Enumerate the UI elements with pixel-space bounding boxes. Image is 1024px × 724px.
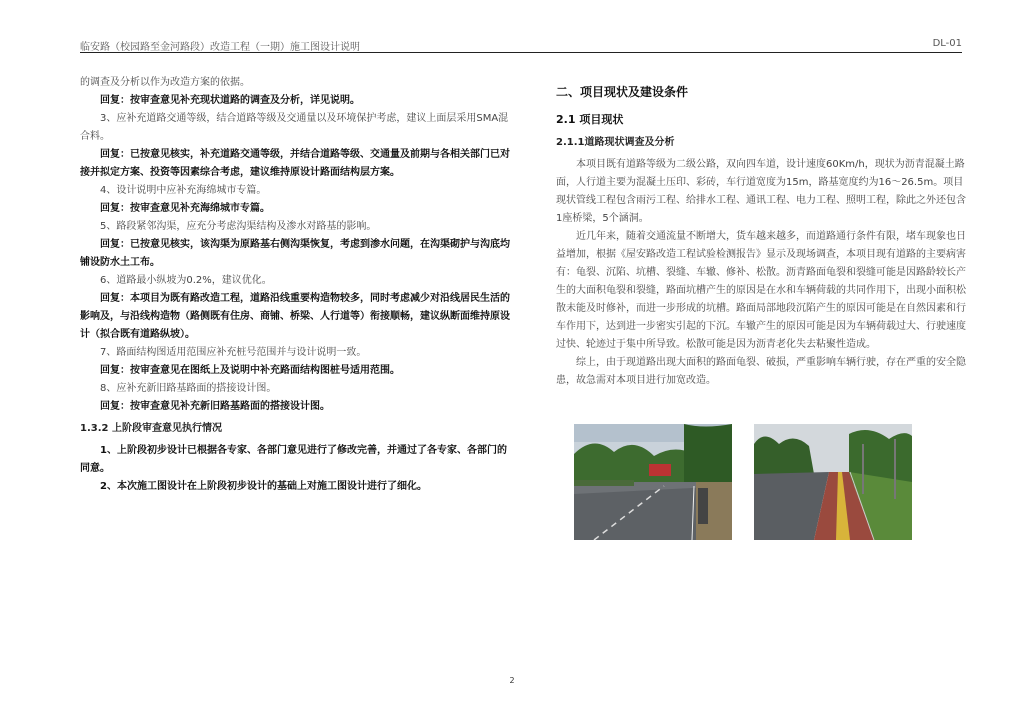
road-photo-1 bbox=[574, 424, 732, 540]
paragraph: 本项目既有道路等级为二级公路，双向四车道，设计速度60Km/h，现状为沥青混凝土路面，人行道主要为混凝土压印、彩砖，车行道宽度为15m，路基宽度约为16～26.5m。项目现状管线工程包含雨污工程、给排水工程、通讯工程、电力工程、照明工程，除此之外还包含1座桥梁，5个涵洞。 bbox=[556, 159, 966, 224]
left-column bbox=[80, 74, 510, 496]
subsection-heading: 2.1.1道路现状调查及分析 bbox=[556, 137, 675, 148]
text-line: 7、路面结构图适用范围应补充桩号范围并与设计说明一致。 bbox=[100, 347, 367, 358]
paragraph: 综上，由于现道路出现大面积的路面龟裂、破损，严重影响车辆行驶，存在严重的安全隐患，故急需对本项目进行加宽改造。 bbox=[556, 357, 966, 386]
header-code: DL-01 bbox=[932, 38, 962, 49]
header-title: 临安路（校园路至金河路段）改造工程（一期）施工图设计说明 bbox=[80, 42, 360, 53]
text-line: 4、设计说明中应补充海绵城市专篇。 bbox=[100, 185, 267, 196]
reply-line: 回复：按审查意见补充现状道路的调查及分析，详见说明。 bbox=[100, 95, 360, 106]
text-line: 3、应补充道路交通等级，结合道路等级及交通量以及环境保护考虑，建议上面层采用SMA混合料。 bbox=[80, 113, 509, 142]
text-line: 的调查及分析以作为改造方案的依据。 bbox=[80, 77, 250, 88]
section-heading: 2.1 项目现状 bbox=[556, 113, 624, 126]
chapter-heading: 二、项目现状及建设条件 bbox=[556, 85, 689, 99]
body-line: 2、本次施工图设计在上阶段初步设计的基础上对施工图设计进行了细化。 bbox=[100, 481, 427, 492]
page-header bbox=[80, 38, 962, 53]
reply-line: 回复：已按意见核实，补充道路交通等级，并结合道路等级、交通量及前期与各相关部门已对接并拟定方案、投资等因素综合考虑，建议维持原设计路面结构层方案。 bbox=[80, 149, 510, 178]
reply-line: 回复：按审查意见在图纸上及说明中补充路面结构图桩号适用范围。 bbox=[100, 365, 400, 376]
header-rule bbox=[80, 52, 962, 53]
road-photo-2 bbox=[754, 424, 912, 540]
page-number: 2 bbox=[509, 676, 515, 685]
reply-line: 回复：本项目为既有路改造工程，道路沿线重要构造物较多，同时考虑减少对沿线居民生活的影响及，与沿线构造物（路侧既有住房、商铺、桥梁、人行道等）衔接顺畅，建议纵断面维持原设计（拟合既有道路纵坡）。 bbox=[80, 293, 510, 340]
section-heading: 1.3.2 上阶段审查意见执行情况 bbox=[80, 423, 222, 434]
reply-line: 回复：按审查意见补充新旧路基路面的搭接设计图。 bbox=[100, 401, 330, 412]
text-line: 5、路段紧邻沟渠，应充分考虑沟渠结构及渗水对路基的影响。 bbox=[100, 221, 377, 232]
reply-line: 回复：按审查意见补充海绵城市专篇。 bbox=[100, 203, 270, 214]
reply-line: 回复：已按意见核实，该沟渠为原路基右侧沟渠恢复，考虑到渗水问题，在沟渠砌护与沟底均铺设防水土工布。 bbox=[80, 239, 510, 268]
body-line: 1、上阶段初步设计已根据各专家、各部门意见进行了修改完善，并通过了各专家、各部门的同意。 bbox=[80, 445, 507, 474]
text-line: 8、应补充新旧路基路面的搭接设计图。 bbox=[100, 383, 277, 394]
right-column bbox=[556, 80, 968, 390]
paragraph: 近几年来，随着交通流量不断增大，货车越来越多，而道路通行条件有限，堵车现象也日益增加，根据《屋安路改造工程试验检测报告》显示及现场调查，本项目现有道路的主要病害有：龟裂、沉陷、坑槽、裂缝、车辙、修补、松散。沥青路面龟裂和裂缝可能是因路龄较长产生的大面积龟裂和裂缝，路面坑槽产生的原因是在水和车辆荷载的共同作用下，出现小面积松散未能及时修补，而进一步形成的坑槽。路面局部地段沉陷产生的原因可能是在自然因素和行车作用下，达到进一步密实引起的下沉。车辙产生的原因可能是因为车辆荷载过大、行驶速度过快、轮迹过于集中所导致。松散可能是因为沥青老化失去粘聚性造成。 bbox=[556, 231, 966, 350]
text-line: 6、道路最小纵坡为0.2%，建议优化。 bbox=[100, 275, 272, 286]
